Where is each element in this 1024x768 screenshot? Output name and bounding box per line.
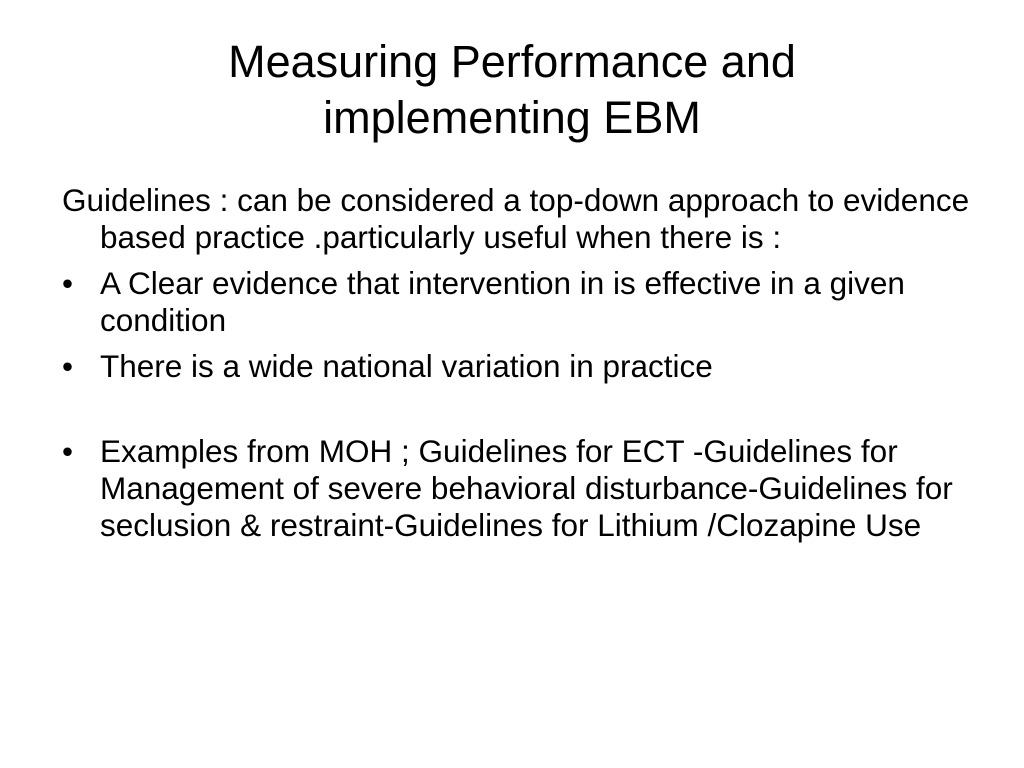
bullet-dot-icon: • xyxy=(62,433,74,469)
bullet-item-3 xyxy=(62,433,972,544)
slide-body xyxy=(62,182,972,544)
bullet-dot-icon: • xyxy=(62,265,74,301)
bullet-text-2: There is a wide national variation in practice xyxy=(100,348,713,384)
intro-paragraph: Guidelines : can be considered a top-down approach to evidence based practice .particularly useful when there is : xyxy=(62,182,970,255)
bullet-text-3: Examples from MOH ; Guidelines for ECT -Guidelines for Management of severe behavioral disturbance-Guidelines for seclusion & restraint-Guidelines for Lithium /Clozapine Use xyxy=(100,433,953,543)
spacer xyxy=(62,385,972,424)
bullet-text-1: A Clear evidence that intervention in is effective in a given condition xyxy=(100,265,905,338)
slide-title-line-2: implementing EBM xyxy=(323,92,701,143)
slide-title xyxy=(60,34,964,146)
bullet-item-2 xyxy=(62,348,972,385)
bullet-item-1 xyxy=(62,265,972,339)
slide-title-line-1: Measuring Performance and xyxy=(228,36,796,87)
bullet-dot-icon: • xyxy=(62,348,74,384)
